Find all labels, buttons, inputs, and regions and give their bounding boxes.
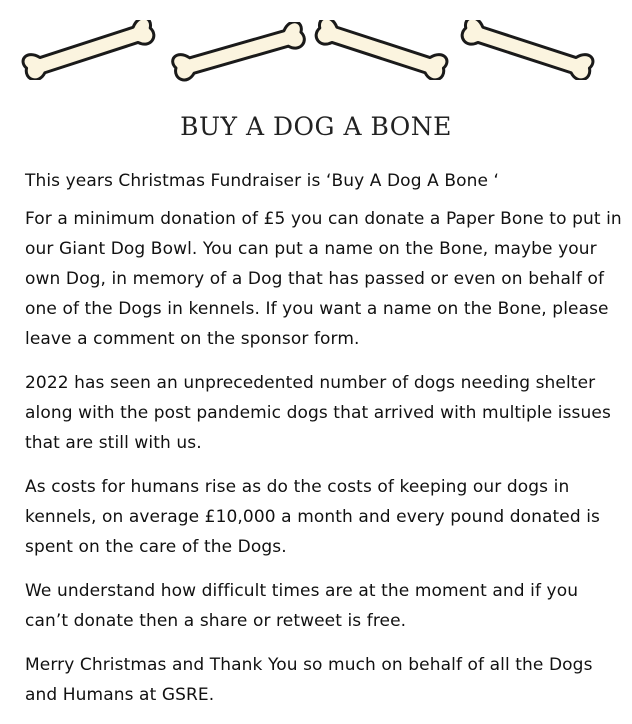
paragraph-closing: Merry Christmas and Thank You so much on behalf of all the Dogs and Humans at GSRE. [25, 655, 593, 705]
bone-decoration-row [0, 0, 632, 100]
paragraph-shelter: 2022 has seen an unprecedented number of dogs needing shelter along with the post pandemic dogs that arrived with multiple issues that are still with us. [25, 373, 611, 453]
document-body [25, 166, 625, 724]
intro-paragraph: This years Christmas Fundraiser is ‘Buy A Dog A Bone ‘ [25, 171, 500, 191]
paragraph-costs: As costs for humans rise as do the costs of keeping our dogs in kennels, on average £10,000 a month and every pound donated is spent on the care of the Dogs. [25, 477, 601, 557]
bone-icon [164, 22, 314, 82]
bone-icon [306, 20, 456, 80]
bone-icon [452, 20, 602, 80]
paragraph-donation: For a minimum donation of £5 you can donate a Paper Bone to put in our Giant Dog Bowl. You can put a name on the Bone, maybe your own Dog, in memory of a Dog that has passed or even on behalf of one of the Dogs in kennels. If you want a name on the Bone, please leave a comment on the sponsor form. [25, 209, 622, 349]
bone-icon [14, 20, 164, 80]
page-title: BUY A DOG A BONE [180, 112, 452, 141]
paragraph-share: We understand how difficult times are at the moment and if you can’t donate then a share or retweet is free. [25, 581, 579, 631]
